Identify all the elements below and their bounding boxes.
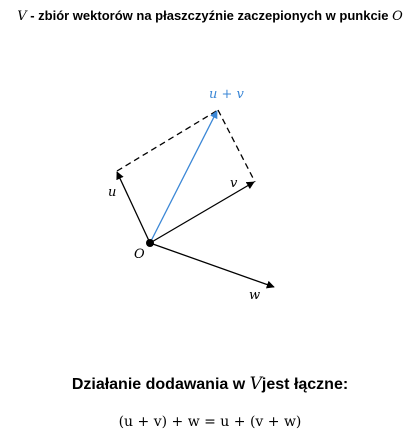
origin-label: O [134,247,145,262]
dashed-line-u-top [117,110,218,171]
vector-w-arrow [150,243,274,287]
title-text: - zbiór wektorów na płaszczyźnie zaczepionych w punkcie [30,8,389,23]
vector-v-label: v [230,176,238,191]
heading-set-symbol: V [249,374,262,394]
dashed-line-v-top [218,110,255,182]
set-symbol: V [17,9,27,24]
heading-prefix: Działanie dodawania w [71,376,246,393]
vector-u-label: u [108,185,117,200]
section-heading [0,374,420,394]
associativity-formula: (u + v) + w = u + (v + w) [118,414,302,430]
origin-point [146,239,154,247]
vector-u-arrow [117,172,150,243]
vector-w-label: w [249,288,261,303]
point-symbol: O [392,9,403,24]
vector-u-plus-v-label: u + v [209,87,244,102]
heading-suffix: jest łączne: [261,376,349,393]
